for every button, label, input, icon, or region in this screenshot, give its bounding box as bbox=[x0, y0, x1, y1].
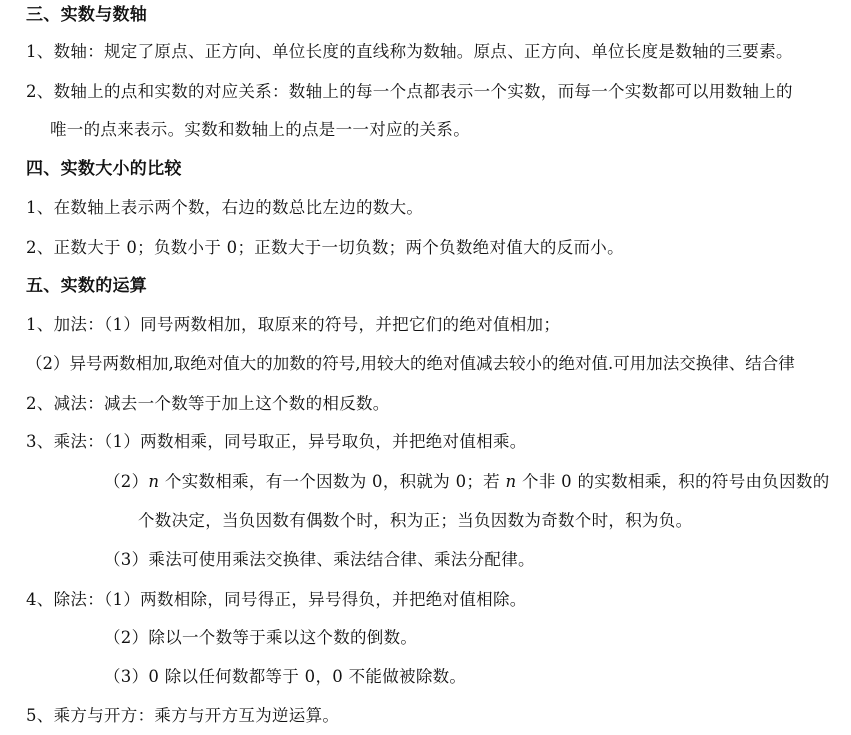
addition-rule-2: （2）异号两数相加,取绝对值大的加数的符号,用较大的绝对值减去较小的绝对值.可用加法交换律、结合律 bbox=[26, 354, 795, 373]
section-3-item-2: 2、数轴上的点和实数的对应关系：数轴上的每一个点都表示一个实数，而每一个实数都可以用数轴上的 bbox=[26, 82, 793, 101]
section-3-item-2-cont: 唯一的点来表示。实数和数轴上的点是一一对应的关系。 bbox=[50, 120, 470, 139]
variable-n: n bbox=[148, 472, 160, 491]
division-rule-3: （3）0 除以任何数都等于 0，0 不能做被除数。 bbox=[104, 667, 467, 686]
power-root-rule: 5、乘方与开方：乘方与开方互为逆运算。 bbox=[26, 706, 340, 725]
multiplication-rule-2-mid: 个实数相乘，有一个因数为 0，积就为 0；若 bbox=[159, 472, 506, 491]
multiplication-rule-2-cont: 个数决定，当负因数有偶数个时，积为正；当负因数为奇数个时，积为负。 bbox=[138, 511, 693, 530]
addition-rule-1: 1、加法：（1）同号两数相加，取原来的符号，并把它们的绝对值相加； bbox=[26, 315, 561, 334]
section-4-item-1: 1、在数轴上表示两个数，右边的数总比左边的数大。 bbox=[26, 198, 424, 217]
multiplication-rule-1: 3、乘法：（1）两数相乘，同号取正，异号取负，并把绝对值相乘。 bbox=[26, 432, 527, 451]
section-3-heading: 三、实数与数轴 bbox=[26, 5, 148, 25]
multiplication-rule-2-prefix: （2） bbox=[104, 472, 149, 491]
division-rule-1: 4、除法：（1）两数相除，同号得正，异号得负，并把绝对值相除。 bbox=[26, 590, 527, 609]
section-5-heading: 五、实数的运算 bbox=[26, 276, 148, 296]
division-rule-2: （2）除以一个数等于乘以这个数的倒数。 bbox=[104, 628, 418, 647]
section-4-heading: 四、实数大小的比较 bbox=[26, 159, 182, 179]
section-3-item-1: 1、数轴：规定了原点、正方向、单位长度的直线称为数轴。原点、正方向、单位长度是数轴的三要素。 bbox=[26, 42, 793, 61]
multiplication-rule-2-end: 个非 0 的实数相乘，积的符号由负因数的 bbox=[516, 472, 830, 491]
section-4-item-2: 2、正数大于 0；负数小于 0；正数大于一切负数；两个负数绝对值大的反而小。 bbox=[26, 238, 624, 257]
variable-n-2: n bbox=[505, 472, 517, 491]
multiplication-rule-3: （3）乘法可使用乘法交换律、乘法结合律、乘法分配律。 bbox=[104, 550, 535, 569]
subtraction-rule: 2、减法：减去一个数等于加上这个数的相反数。 bbox=[26, 394, 390, 413]
multiplication-rule-2 bbox=[104, 471, 830, 493]
